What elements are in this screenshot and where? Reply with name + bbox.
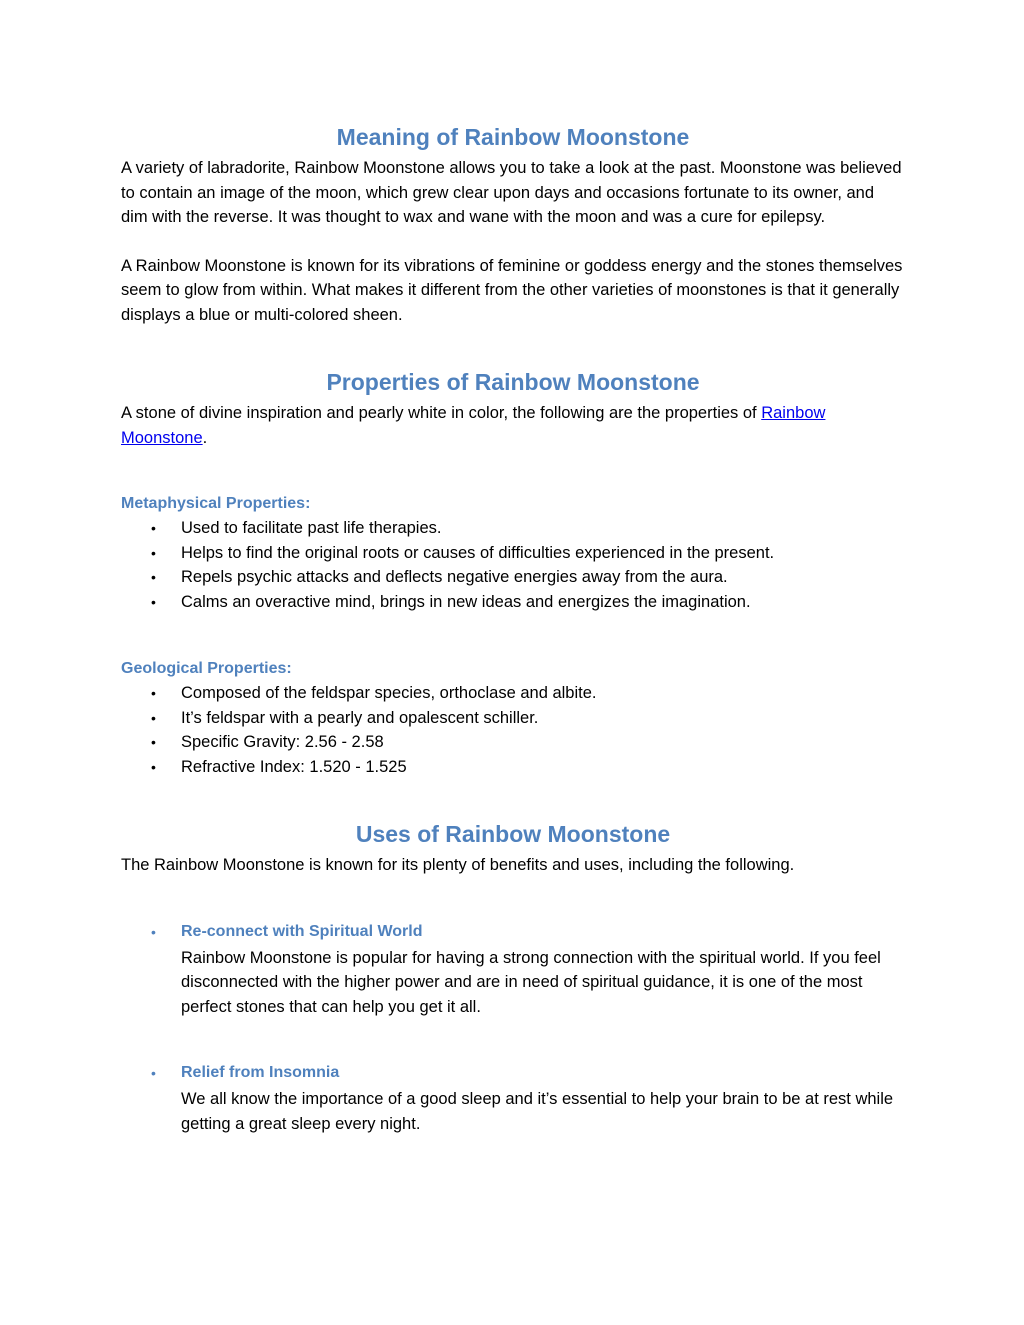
use-title: Relief from Insomnia — [181, 1064, 340, 1081]
bullet-icon: • — [151, 544, 156, 561]
uses-heading: Uses of Rainbow Moonstone — [355, 821, 671, 847]
meaning-paragraph-1: A variety of labradorite, Rainbow Moonstone allows you to take a look at the past. Moonstone was believed to contain an image of the moon, which grew clear upon days and occasions fortunate to its owner, and dim with the reverse. It was thought to wax and wane with the moon and was a cure for epilepsy. — [121, 159, 902, 226]
list-item — [121, 565, 905, 590]
meaning-heading: Meaning of Rainbow Moonstone — [336, 124, 690, 150]
bullet-icon: • — [151, 685, 156, 701]
use-item-insomnia — [121, 1061, 905, 1136]
list-item-text: Calms an overactive mind, brings in new ideas and energizes the imagination. — [181, 592, 751, 611]
document-content — [121, 118, 905, 1136]
bullet-icon: • — [151, 734, 156, 750]
properties-intro-end: . — [202, 428, 208, 447]
list-item — [121, 541, 905, 566]
list-item — [121, 516, 905, 541]
geological-heading: Geological Properties: — [121, 660, 292, 677]
metaphysical-list — [121, 516, 905, 614]
list-item-text: Refractive Index: 1.520 - 1.525 — [181, 757, 407, 776]
bullet-icon: • — [151, 593, 156, 610]
bullet-icon: • — [151, 758, 156, 775]
list-item-text: Helps to find the original roots or causes of difficulties experienced in the present. — [181, 543, 775, 562]
list-item-text: Repels psychic attacks and deflects negative energies away from the aura. — [181, 568, 728, 586]
list-item — [121, 730, 905, 755]
uses-intro: The Rainbow Moonstone is known for its plenty of benefits and uses, including the following. — [121, 856, 795, 874]
bullet-icon: • — [151, 520, 156, 536]
list-item-text: It’s feldspar with a pearly and opalescent schiller. — [181, 708, 539, 727]
use-text: Rainbow Moonstone is popular for having a strong connection with the spiritual world. If you feel disconnected with the higher power and are in need of spiritual guidance, it is one of the most perfect stones that can help you get it all. — [181, 948, 881, 1016]
properties-intro-text: A stone of divine inspiration and pearly white in color, the following are the properties of — [121, 404, 762, 422]
use-text: We all know the importance of a good sleep and it’s essential to help your brain to be at rest while getting a great sleep every night. — [181, 1090, 894, 1133]
properties-heading: Properties of Rainbow Moonstone — [326, 369, 700, 395]
bullet-icon: • — [151, 709, 156, 726]
bullet-icon: • — [151, 1065, 156, 1081]
metaphysical-heading: Metaphysical Properties: — [121, 495, 311, 512]
list-item-text: Composed of the feldspar species, orthoclase and albite. — [181, 684, 597, 702]
list-item — [121, 681, 905, 706]
list-item-text: Used to facilitate past life therapies. — [181, 519, 442, 537]
list-item-text: Specific Gravity: 2.56 - 2.58 — [181, 733, 384, 751]
use-title: Re-connect with Spiritual World — [181, 922, 423, 940]
list-item — [121, 590, 905, 615]
use-item-reconnect — [121, 920, 905, 1020]
bullet-icon: • — [151, 923, 156, 940]
geological-list — [121, 681, 905, 779]
bullet-icon: • — [151, 569, 156, 585]
rainbow-moonstone-link[interactable]: Rainbow Moonstone — [121, 404, 826, 447]
list-item — [121, 755, 905, 780]
properties-intro — [121, 401, 905, 450]
list-item — [121, 706, 905, 731]
meaning-paragraph-2: A Rainbow Moonstone is known for its vibrations of feminine or goddess energy and the stones themselves seem to glow from within. What makes it different from the other varieties of moonstones is that it generally displays a blue or multi-colored sheen. — [121, 256, 903, 324]
